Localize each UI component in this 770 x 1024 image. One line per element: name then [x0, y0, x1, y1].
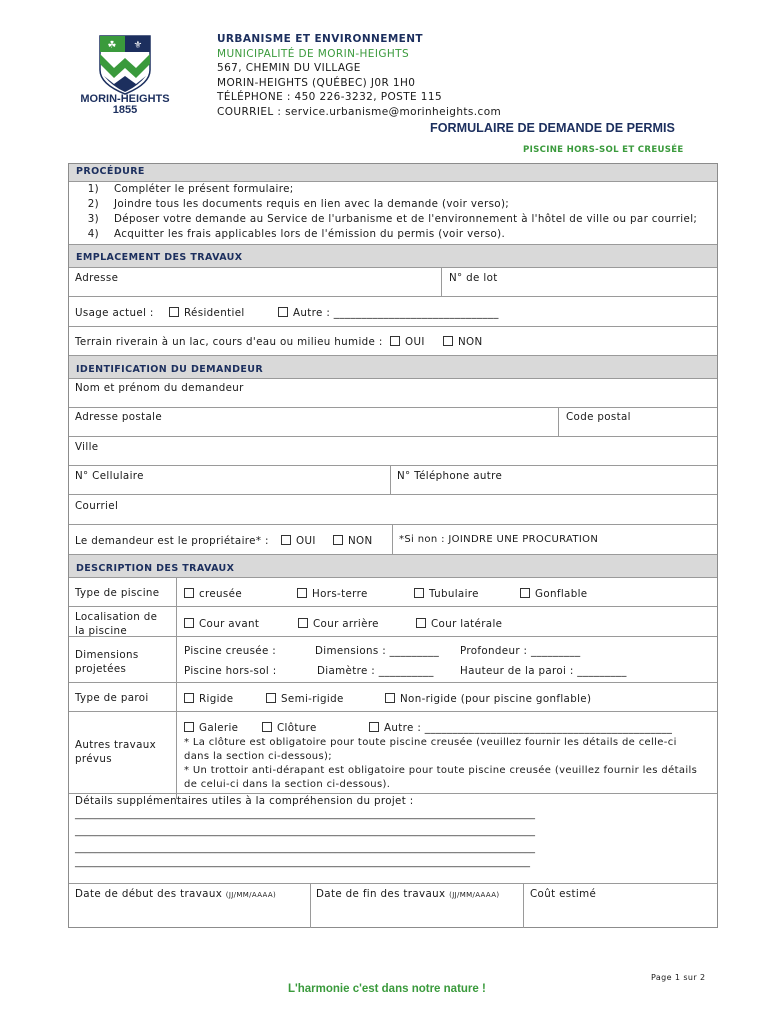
details-line-3[interactable]: ____________________________________________________________________________________________: [75, 843, 535, 854]
checkbox-riverain-non[interactable]: NON: [443, 336, 483, 348]
municipality-name: MUNICIPALITÉ DE MORIN-HEIGHTS: [217, 47, 410, 60]
logo-name: MORIN-HEIGHTS: [80, 93, 170, 105]
checkbox-hors-terre[interactable]: Hors-terre: [297, 588, 368, 600]
field-adresse-postale[interactable]: Adresse postale: [75, 411, 163, 423]
checkbox-proprietaire-oui[interactable]: OUI: [281, 535, 316, 547]
checkbox-gonflable[interactable]: Gonflable: [520, 588, 587, 600]
procedure-step-3: 3) Déposer votre demande au Service de l'urbanisme et de l'environnement à l'hôtel de ville ou par courriel;: [87, 213, 698, 225]
checkbox-icon: [297, 588, 307, 598]
dimensions-label: Dimensions projetées: [75, 649, 139, 675]
note-cloture: * La clôture est obligatoire pour toute piscine creusée (veuillez fournir les détails de celle-ci: [184, 737, 677, 748]
form-subtitle: PISCINE HORS-SOL ET CREUSÉE: [523, 145, 684, 155]
checkbox-icon: [184, 693, 194, 703]
field-tel-autre[interactable]: N° Téléphone autre: [397, 470, 503, 482]
checkbox-icon: [184, 588, 194, 598]
permit-form: [68, 163, 718, 928]
email: COURRIEL : service.urbanisme@morinheights.com: [217, 105, 502, 118]
field-cellulaire[interactable]: N° Cellulaire: [75, 470, 144, 482]
field-date-debut[interactable]: Date de début des travaux (JJ/MM/AAAA): [75, 888, 277, 900]
checkbox-semi-rigide[interactable]: Semi-rigide: [266, 693, 344, 705]
checkbox-residentiel[interactable]: Résidentiel: [169, 307, 245, 319]
note-trottoir-cont: de celui-ci dans la section ci-dessous).: [184, 779, 391, 790]
address-line-1: 567, CHEMIN DU VILLAGE: [217, 62, 361, 75]
note-cloture-cont: dans la section ci-dessous);: [184, 751, 333, 762]
checkbox-icon: [443, 336, 453, 346]
procedure-step-4: 4) Acquitter les frais applicables lors de l'émission du permis (voir verso).: [87, 228, 506, 240]
section-procedure: PROCÉDURE: [69, 164, 717, 181]
checkbox-cour-arriere[interactable]: Cour arrière: [298, 618, 379, 630]
field-profondeur[interactable]: Profondeur : _________: [460, 645, 581, 657]
field-cout-estime[interactable]: Coût estimé: [530, 888, 597, 900]
checkbox-cloture[interactable]: Clôture: [262, 722, 317, 734]
checkbox-icon: [416, 618, 426, 628]
checkbox-riverain-oui[interactable]: OUI: [390, 336, 425, 348]
checkbox-icon: [414, 588, 424, 598]
field-adresse[interactable]: Adresse: [75, 272, 119, 284]
autres-travaux-label: Autres travaux prévus: [75, 739, 157, 765]
logo-year: 1855: [112, 104, 138, 116]
checkbox-icon: [390, 336, 400, 346]
field-nom[interactable]: Nom et prénom du demandeur: [75, 382, 244, 394]
checkbox-usage-autre[interactable]: Autre : ______________________________: [278, 307, 499, 319]
details-line-1[interactable]: ____________________________________________________________________________________________: [75, 809, 535, 820]
checkbox-tubulaire[interactable]: Tubulaire: [414, 588, 479, 600]
field-hauteur-paroi[interactable]: Hauteur de la paroi : _________: [460, 665, 627, 677]
checkbox-icon: [369, 722, 379, 732]
address-line-2: MORIN-HEIGHTS (QUÉBEC) J0R 1H0: [217, 76, 416, 89]
field-courriel[interactable]: Courriel: [75, 500, 119, 512]
details-label: Détails supplémentaires utiles à la compréhension du projet :: [75, 795, 414, 807]
form-title: FORMULAIRE DE DEMANDE DE PERMIS: [430, 121, 675, 135]
note-trottoir: * Un trottoir anti-dérapant est obligatoire pour toute piscine creusée (veuillez fournir les détails: [184, 765, 698, 776]
procedure-step-1: 1) Compléter le présent formulaire;: [87, 183, 294, 195]
checkbox-creusee[interactable]: creusée: [184, 588, 242, 600]
field-ville[interactable]: Ville: [75, 441, 99, 453]
checkbox-icon: [266, 693, 276, 703]
checkbox-autres-autre[interactable]: Autre : _____________________________________________: [369, 722, 672, 734]
checkbox-cour-avant[interactable]: Cour avant: [184, 618, 259, 630]
checkbox-icon: [520, 588, 530, 598]
checkbox-icon: [385, 693, 395, 703]
header-contact: [217, 32, 501, 120]
field-lot[interactable]: N° de lot: [449, 272, 498, 284]
checkbox-icon: [169, 307, 179, 317]
checkbox-icon: [281, 535, 291, 545]
riverain-label: Terrain riverain à un lac, cours d'eau ou milieu humide :: [75, 336, 383, 348]
checkbox-icon: [278, 307, 288, 317]
details-line-2[interactable]: ____________________________________________________________________________________________: [75, 826, 535, 837]
piscine-horssol-label: Piscine hors-sol :: [184, 665, 277, 677]
department-name: URBANISME ET ENVIRONNEMENT: [217, 33, 423, 45]
type-paroi-label: Type de paroi: [75, 692, 149, 704]
field-code-postal[interactable]: Code postal: [566, 411, 631, 423]
checkbox-cour-laterale[interactable]: Cour latérale: [416, 618, 502, 630]
type-piscine-label: Type de piscine: [75, 587, 160, 599]
usage-label: Usage actuel :: [75, 307, 154, 319]
procedure-step-2: 2) Joindre tous les documents requis en lien avec la demande (voir verso);: [87, 198, 510, 210]
proprietaire-label: Le demandeur est le propriétaire* :: [75, 535, 269, 547]
phone: TÉLÉPHONE : 450 226-3232, POSTE 115: [217, 91, 443, 104]
field-date-fin[interactable]: Date de fin des travaux (JJ/MM/AAAA): [316, 888, 500, 900]
checkbox-icon: [298, 618, 308, 628]
details-line-4[interactable]: ___________________________________________________________________________________________: [75, 857, 530, 868]
checkbox-galerie[interactable]: Galerie: [184, 722, 238, 734]
slogan: L'harmonie c'est dans notre nature !: [288, 983, 486, 995]
piscine-creusee-label: Piscine creusée :: [184, 645, 277, 657]
field-dimensions[interactable]: Dimensions : _________: [315, 645, 440, 657]
checkbox-icon: [184, 722, 194, 732]
checkbox-icon: [184, 618, 194, 628]
localisation-label: Localisation de la piscine: [75, 611, 158, 637]
svg-text:⚜: ⚜: [133, 40, 143, 51]
checkbox-rigide[interactable]: Rigide: [184, 693, 233, 705]
page-number: Page 1 sur 2: [651, 973, 706, 982]
checkbox-icon: [262, 722, 272, 732]
field-diametre[interactable]: Diamètre : __________: [317, 665, 434, 677]
section-demandeur: IDENTIFICATION DU DEMANDEUR: [69, 356, 717, 378]
checkbox-non-rigide[interactable]: Non-rigide (pour piscine gonflable): [385, 693, 591, 705]
section-emplacement: EMPLACEMENT DES TRAVAUX: [69, 245, 717, 267]
svg-text:☘: ☘: [107, 40, 117, 51]
morin-heights-logo: [68, 34, 182, 118]
procuration-note: *Si non : JOINDRE UNE PROCURATION: [399, 534, 599, 545]
section-description: DESCRIPTION DES TRAVAUX: [69, 555, 717, 577]
checkbox-icon: [333, 535, 343, 545]
checkbox-proprietaire-non[interactable]: NON: [333, 535, 373, 547]
